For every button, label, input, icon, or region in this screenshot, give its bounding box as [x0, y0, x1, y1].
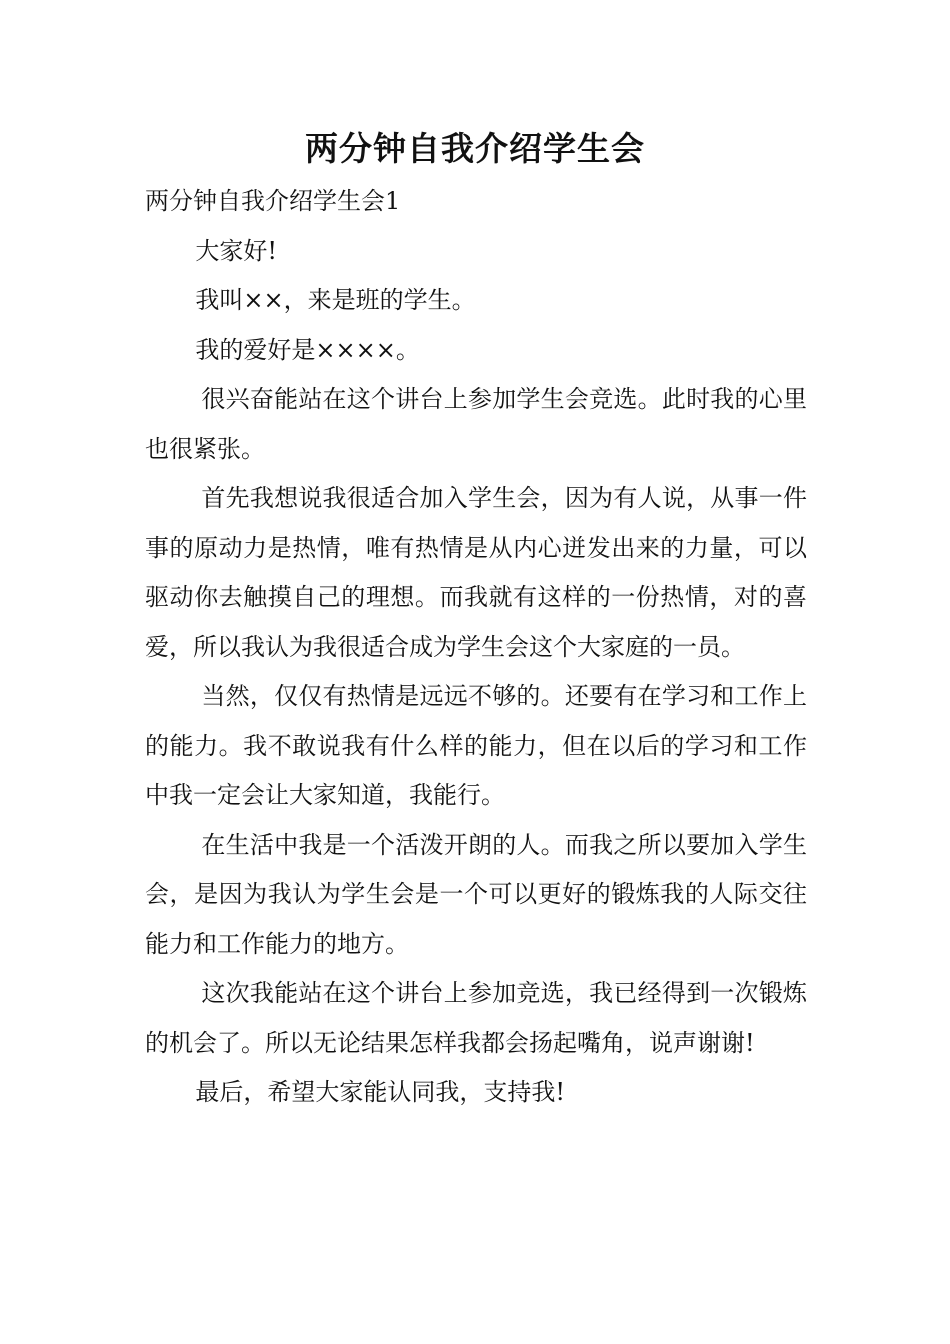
paragraph-name: 我叫××，来是班的学生。	[195, 286, 476, 314]
paragraph-closing: 最后，希望大家能认同我，支持我!	[195, 1078, 566, 1106]
document-body	[145, 177, 807, 1118]
paragraph-hobby: 我的爱好是××××。	[195, 335, 420, 364]
paragraph-opportunity: 这次我能站在这个讲台上参加竞选，我已经得到一次锻炼的机会了。所以无论结果怎样我都会扬起嘴角，说声谢谢!	[145, 979, 807, 1057]
section-heading: 两分钟自我介绍学生会1	[145, 187, 401, 215]
document-title: 两分钟自我介绍学生会	[305, 129, 645, 168]
paragraph-personality: 在生活中我是一个活泼开朗的人。而我之所以要加入学生会，是因为我认为学生会是一个可以更好的锻炼我的人际交往能力和工作能力的地方。	[145, 830, 807, 958]
paragraph-greeting: 大家好!	[195, 236, 278, 265]
paragraph-passion: 首先我想说我很适合加入学生会，因为有人说，从事一件事的原动力是热情，唯有热情是从内心迸发出来的力量，可以驱动你去触摸自己的理想。而我就有这样的一份热情，对的喜爱，所以我认为我很适合成为学生会这个大家庭的一员。	[145, 484, 807, 661]
paragraph-ability: 当然，仅仅有热情是远远不够的。还要有在学习和工作上的能力。我不敢说我有什么样的能力，但在以后的学习和工作中我一定会让大家知道，我能行。	[145, 682, 807, 809]
paragraph-excitement: 很兴奋能站在这个讲台上参加学生会竞选。此时我的心里也很紧张。	[145, 385, 807, 463]
